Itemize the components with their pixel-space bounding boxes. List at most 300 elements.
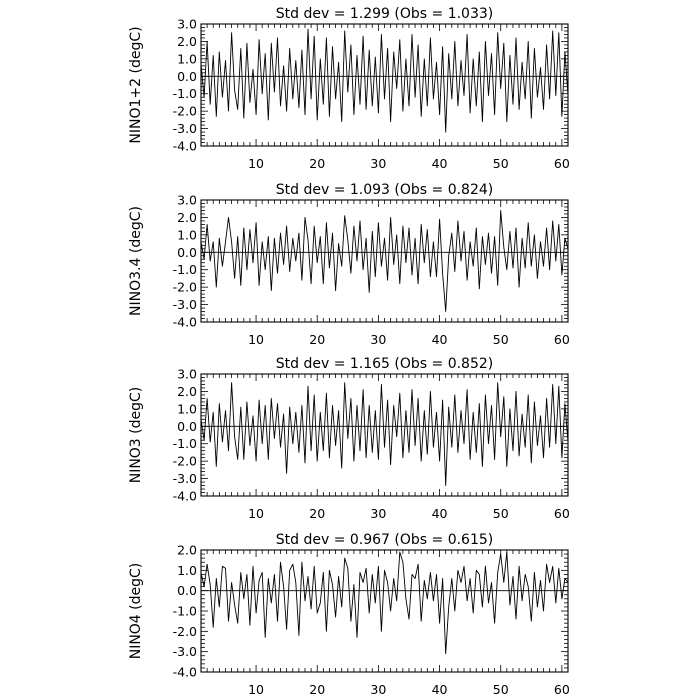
data-point [460,60,461,61]
data-point [329,267,330,268]
data-point [243,598,244,599]
y-tick-label: 2.0 [177,383,197,399]
data-point [243,459,244,460]
data-point [448,53,449,54]
data-point [362,269,363,270]
data-point [396,88,397,89]
y-tick-label: -4.0 [172,314,197,330]
data-point [307,576,308,577]
y-tick-label: 2.0 [177,33,197,49]
data-point [262,93,263,94]
data-point [558,32,559,33]
data-point [460,260,461,261]
data-point [292,564,293,565]
data-point [252,262,253,263]
data-point [479,288,480,289]
data-point [399,393,400,394]
data-point [329,570,330,571]
data-point [512,450,513,451]
y-tick-label: 3.0 [177,366,197,382]
data-point [268,119,269,120]
data-point [280,447,281,448]
data-point [546,564,547,565]
data-point [546,227,547,228]
data-point [445,131,446,132]
data-point [378,566,379,567]
data-point [372,105,373,106]
data-point [384,98,385,99]
data-point [344,30,345,31]
y-tick-label: 3.0 [177,16,197,32]
y-tick-label: -1.0 [172,603,197,619]
y-tick-label: 2.0 [177,542,197,558]
data-point [332,233,333,234]
data-point [473,266,474,267]
data-point [482,606,483,607]
data-point [506,121,507,122]
data-point [234,278,235,279]
data-point [396,600,397,601]
data-point [522,600,523,601]
data-point [268,236,269,237]
data-point [528,41,529,42]
data-point [436,62,437,63]
data-point [246,43,247,44]
data-point [439,114,440,115]
data-point [515,619,516,620]
data-point [286,473,287,474]
data-point [451,98,452,99]
data-point [564,403,565,404]
data-point [460,582,461,583]
data-point [408,452,409,453]
data-point [320,412,321,413]
data-point [369,50,370,51]
data-point [335,617,336,618]
x-tick-label: 10 [248,682,265,697]
data-point [473,412,474,413]
data-point [237,459,238,460]
data-point [491,273,492,274]
data-point [237,109,238,110]
data-point [338,243,339,244]
data-point [369,612,370,613]
data-point [240,572,241,573]
data-point [280,105,281,106]
x-tick-label: 10 [248,332,265,347]
data-point [323,283,324,284]
data-point [280,233,281,234]
data-point [341,266,342,267]
data-point [375,57,376,58]
data-point [338,410,339,411]
data-point [390,217,391,218]
data-point [405,58,406,59]
data-point [433,600,434,601]
data-point [234,436,235,437]
data-point [454,394,455,395]
data-point [237,623,238,624]
data-point [405,262,406,263]
data-point [488,443,489,444]
data-point [558,386,559,387]
x-tick-label: 30 [370,156,387,171]
data-point [326,631,327,632]
data-point [283,413,284,414]
y-tick-label: 3.0 [177,192,197,208]
data-point [311,450,312,451]
data-point [485,264,486,265]
data-point [485,41,486,42]
y-tick-label: -2.0 [172,103,197,119]
data-point [433,241,434,242]
data-point [326,37,327,38]
data-point [277,403,278,404]
data-point [537,445,538,446]
data-point [326,393,327,394]
plot-frame [201,24,568,146]
data-point [439,461,440,462]
data-point [298,452,299,453]
data-point [295,260,296,261]
data-point [414,238,415,239]
data-point [207,564,208,565]
data-point [534,48,535,49]
data-point [323,450,324,451]
data-point [243,227,244,228]
data-point [249,102,250,103]
data-point [463,231,464,232]
data-point [271,290,272,291]
data-point [405,598,406,599]
data-point [427,105,428,106]
data-point [231,382,232,383]
data-point [503,246,504,247]
data-point [393,405,394,406]
data-point [240,407,241,408]
data-point [479,403,480,404]
data-point [525,574,526,575]
data-point [515,37,516,38]
data-point [356,260,357,261]
x-tick-label: 30 [370,506,387,521]
x-tick-label: 40 [431,156,448,171]
data-point [219,606,220,607]
data-point [329,116,330,117]
data-point [311,608,312,609]
data-point [491,405,492,406]
data-point [359,450,360,451]
data-point [549,269,550,270]
data-point [509,604,510,605]
y-tick-label: 1.0 [177,227,197,243]
data-point [314,36,315,37]
data-point [222,441,223,442]
data-point [390,610,391,611]
data-point [528,222,529,223]
x-tick-label: 40 [431,682,448,697]
data-point [552,384,553,385]
data-point [408,619,409,620]
data-point [362,582,363,583]
x-tick-label: 20 [309,332,326,347]
y-tick-label: -1.0 [172,262,197,278]
data-point [207,398,208,399]
data-point [347,438,348,439]
data-point [234,604,235,605]
data-point [222,266,223,267]
data-point [301,405,302,406]
data-point [427,229,428,230]
data-point [252,566,253,567]
data-point [387,280,388,281]
data-point [421,116,422,117]
data-point [418,564,419,565]
data-point [466,280,467,281]
data-point [372,231,373,232]
data-point [225,60,226,61]
chart-panel-3 [128,356,570,521]
data-point [552,220,553,221]
data-point [216,287,217,288]
data-point [454,610,455,611]
data-point [476,105,477,106]
data-point [525,447,526,448]
data-point [418,398,419,399]
data-point [295,60,296,61]
data-point [283,264,284,265]
data-point [537,606,538,607]
data-point [402,457,403,458]
data-point [283,586,284,587]
x-tick-label: 20 [309,506,326,521]
data-point [531,118,532,119]
data-point [362,36,363,37]
data-point [525,98,526,99]
data-point [307,239,308,240]
data-point [448,606,449,607]
data-point [430,276,431,277]
data-point [561,116,562,117]
data-point [298,635,299,636]
data-point [488,602,489,603]
data-point [555,602,556,603]
data-point [335,290,336,291]
data-point [540,580,541,581]
data-point [259,285,260,286]
data-point [503,396,504,397]
y-tick-label: 0.0 [177,418,197,434]
data-point [497,32,498,33]
data-point [265,405,266,406]
data-point [301,280,302,281]
chart-panel-4 [128,532,570,697]
data-point [439,219,440,220]
chart-title: Std dev = 1.299 (Obs = 1.033) [275,6,494,22]
data-point [414,578,415,579]
data-point [396,436,397,437]
data-point [476,452,477,453]
data-point [350,398,351,399]
data-point [289,271,290,272]
data-point [454,41,455,42]
data-point [509,408,510,409]
data-point [289,48,290,49]
data-point [451,447,452,448]
data-point [274,91,275,92]
data-point [497,285,498,286]
data-point [430,572,431,573]
x-tick-label: 60 [553,332,570,347]
data-point [433,98,434,99]
data-point [286,111,287,112]
data-point [271,602,272,603]
data-point [445,311,446,312]
data-point [231,241,232,242]
data-point [414,97,415,98]
data-point [301,50,302,51]
data-point [317,612,318,613]
data-point [252,415,253,416]
data-point [262,241,263,242]
data-point [210,260,211,261]
data-point [381,631,382,632]
data-point [494,114,495,115]
data-point [323,104,324,105]
data-point [268,459,269,460]
data-point [509,55,510,56]
data-point [311,283,312,284]
data-point [332,405,333,406]
data-point [304,600,305,601]
data-point [546,44,547,45]
y-axis-label: NINO1+2 (degC) [128,26,144,144]
y-axis-label: NINO3 (degC) [128,386,144,484]
data-point [421,461,422,462]
chart-title: Std dev = 0.967 (Obs = 0.615) [275,532,494,548]
data-point [411,34,412,35]
data-point [292,238,293,239]
data-point [387,582,388,583]
data-point [240,48,241,49]
data-point [249,625,250,626]
data-point [518,455,519,456]
data-point [393,51,394,52]
data-point [552,30,553,31]
data-point [427,598,428,599]
data-point [283,65,284,66]
data-point [473,612,474,613]
data-point [402,226,403,227]
data-point [509,231,510,232]
data-point [457,452,458,453]
data-point [375,410,376,411]
data-point [317,461,318,462]
data-point [375,276,376,277]
data-point [268,578,269,579]
data-point [353,226,354,227]
data-point [421,224,422,225]
y-tick-label: 1.0 [177,51,197,67]
y-tick-label: -4.0 [172,664,197,680]
data-point [537,278,538,279]
data-point [436,412,437,413]
data-point [252,69,253,70]
data-point [298,233,299,234]
data-point [457,570,458,571]
data-point [231,582,232,583]
data-point [543,109,544,110]
data-point [378,222,379,223]
data-point [430,37,431,38]
data-point [525,267,526,268]
data-point [506,269,507,270]
data-point [274,238,275,239]
data-point [362,389,363,390]
y-tick-label: -4.0 [172,138,197,154]
data-point [265,269,266,270]
data-point [213,55,214,56]
data-point [304,217,305,218]
data-point [359,104,360,105]
data-point [219,51,220,52]
data-point [216,466,217,467]
data-point [466,34,467,35]
data-point [228,217,229,218]
data-point [436,276,437,277]
data-point [246,574,247,575]
data-point [225,241,226,242]
data-point [399,39,400,40]
y-tick-label: -3.0 [172,471,197,487]
data-point [274,438,275,439]
data-point [512,267,513,268]
data-point [314,566,315,567]
data-point [375,602,376,603]
data-point [463,95,464,96]
data-point [326,222,327,223]
data-point [307,386,308,387]
data-point [558,568,559,569]
data-point [518,566,519,567]
data-point [442,578,443,579]
data-point [500,210,501,211]
y-axis-label: NINO4 (degC) [128,562,144,660]
data-point [381,384,382,385]
data-point [286,226,287,227]
data-point [314,226,315,227]
data-point [436,574,437,575]
data-point [259,400,260,401]
y-tick-label: -4.0 [172,488,197,504]
data-point [408,227,409,228]
x-tick-label: 20 [309,682,326,697]
data-point [341,606,342,607]
data-point [463,443,464,444]
data-point [451,578,452,579]
data-point [488,233,489,234]
data-point [366,568,367,569]
data-point [265,637,266,638]
data-point [311,98,312,99]
data-point [320,58,321,59]
data-point [213,241,214,242]
data-point [255,612,256,613]
y-tick-label: 1.0 [177,401,197,417]
data-point [262,572,263,573]
data-point [341,468,342,469]
data-point [384,447,385,448]
